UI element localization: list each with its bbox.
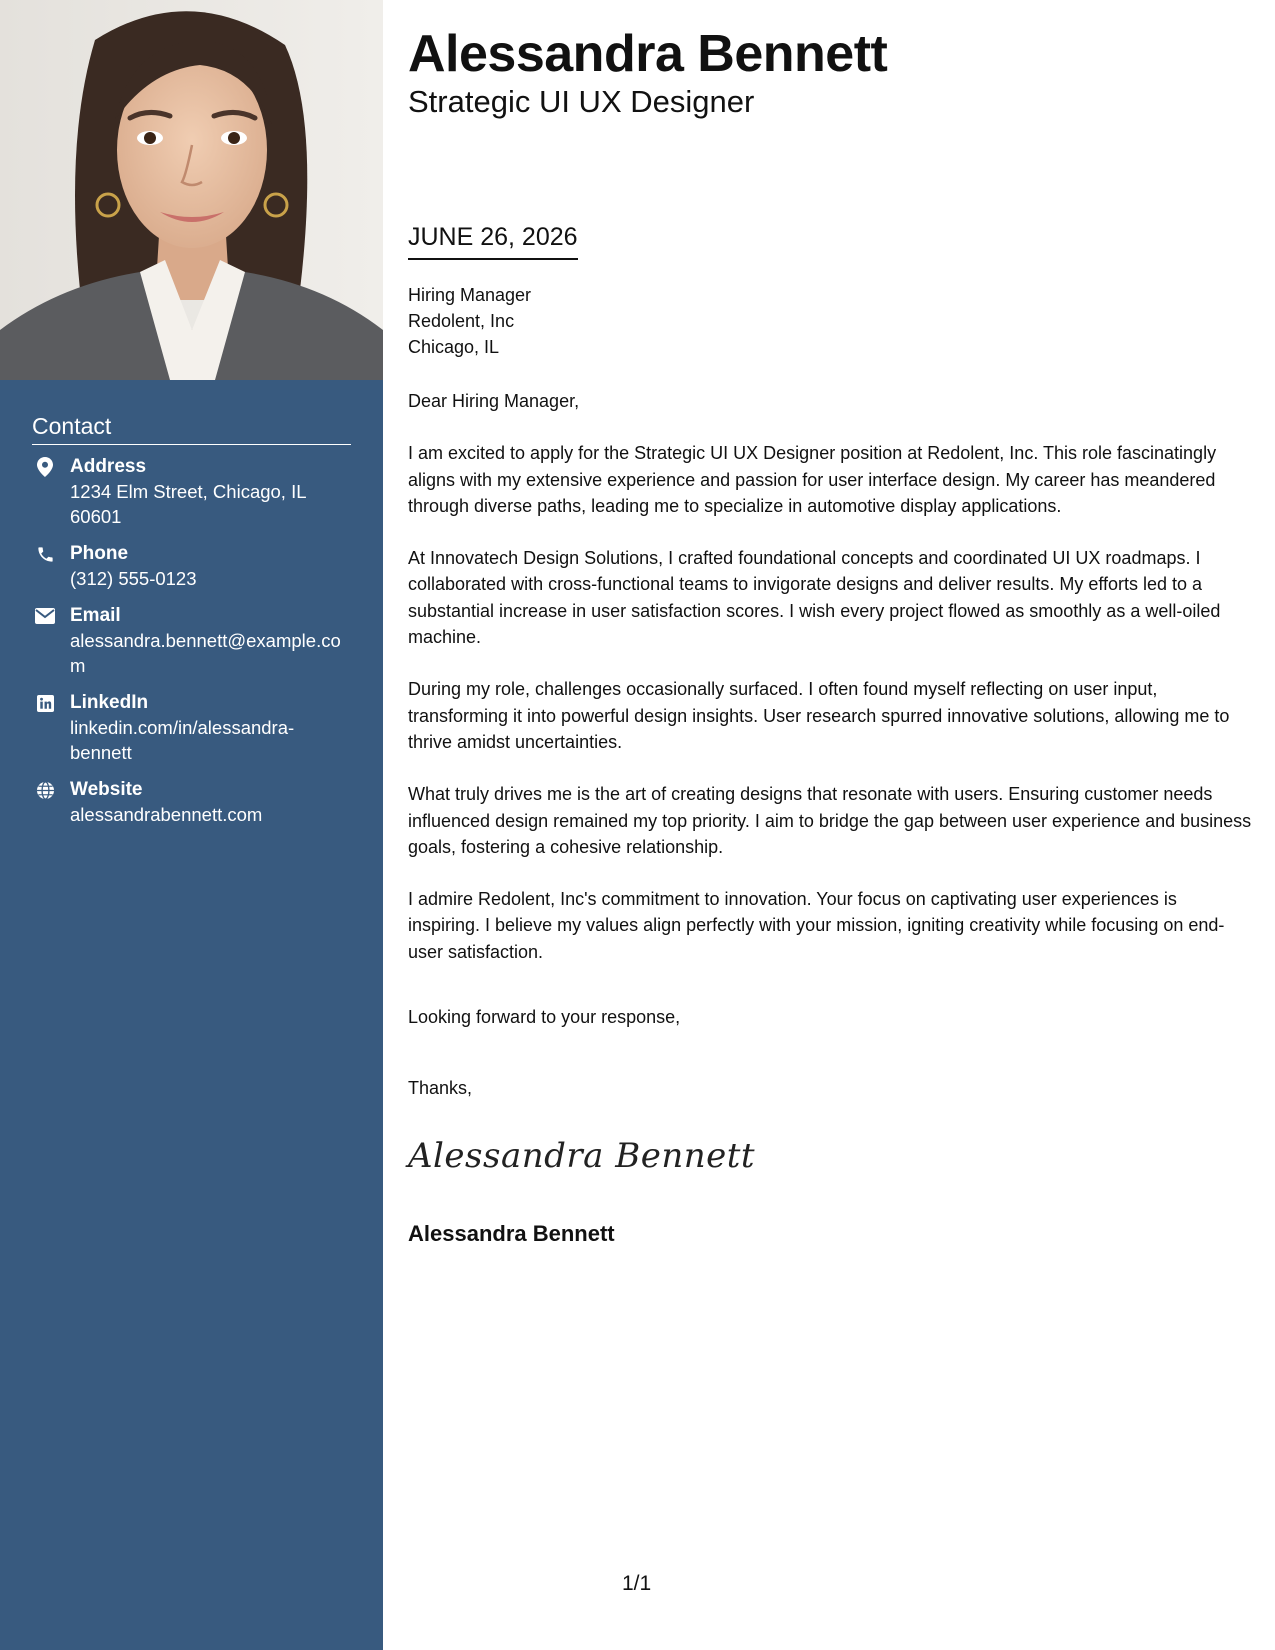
paragraph: What truly drives me is the art of creating designs that resonate with users. Ensuring customer needs influenced design remained my top priority. I aim to bridge the gap between user experience and business goals, fostering a cohesive relationship.	[408, 784, 1252, 857]
letter-date: JUNE 26, 2026	[408, 220, 578, 260]
contact-label: LinkedIn	[70, 692, 149, 713]
address-value: 1234 Elm Street, Chicago, IL 60601	[70, 481, 306, 527]
paragraph: At Innovatech Design Solutions, I crafted foundational concepts and coordinated UI UX roadmaps. I collaborated with cross-functional teams to invigorate designs and deliver results. My efforts led to a substantial increase in user satisfaction scores. I wish every project flowed as smoothly as a well-oiled machine.	[408, 548, 1221, 648]
linkedin-icon	[35, 693, 55, 713]
contact-phone	[32, 542, 351, 591]
envelope-icon	[35, 606, 55, 626]
page-number: 1/1	[622, 1572, 652, 1595]
closing-line: Looking forward to your response,	[408, 1007, 681, 1027]
applicant-name: Alessandra Bennett	[408, 25, 888, 83]
recipient-block	[408, 282, 531, 360]
contact-linkedin	[32, 691, 351, 765]
contact-email	[32, 604, 351, 678]
recipient-line: Hiring Manager	[408, 285, 532, 305]
contact-heading: Contact	[32, 410, 351, 445]
signed-name: Alessandra Bennett	[408, 1221, 615, 1246]
salutation: Dear Hiring Manager,	[408, 391, 580, 411]
recipient-line: Chicago, IL	[408, 337, 500, 357]
paragraph: I am excited to apply for the Strategic UI UX Designer position at Redolent, Inc. This role fascinatingly aligns with my extensive experience and passion for user interface design. My career has meandered through diverse paths, leading me to specialize in automotive display applications.	[408, 443, 1217, 516]
contact-address	[32, 455, 351, 529]
website-link[interactable]: alessandrabennett.com	[70, 804, 263, 825]
map-pin-icon	[35, 457, 55, 477]
contact-section	[32, 410, 351, 840]
letter-content	[408, 388, 1253, 991]
contact-label: Email	[70, 605, 121, 626]
sidebar	[0, 0, 383, 1650]
recipient-line: Redolent, Inc	[408, 311, 515, 331]
paragraph: During my role, challenges occasionally surfaced. I often found myself reflecting on user input, transforming it into powerful design insights. User research spurred innovative solutions, allowing me to thrive amidst uncertainties.	[408, 679, 1230, 752]
profile-photo	[0, 0, 383, 380]
thanks-line: Thanks,	[408, 1078, 473, 1098]
signature: Alessandra Bennett	[408, 1136, 756, 1176]
globe-icon	[35, 780, 55, 800]
contact-label: Address	[70, 456, 147, 477]
contact-website	[32, 778, 351, 827]
job-title: Strategic UI UX Designer	[408, 84, 755, 119]
contact-label: Website	[70, 779, 143, 800]
phone-icon	[35, 544, 55, 564]
phone-value: (312) 555-0123	[70, 568, 197, 589]
email-link[interactable]: alessandra.bennett@example.com	[70, 630, 341, 676]
contact-label: Phone	[70, 543, 129, 564]
linkedin-link[interactable]: linkedin.com/in/alessandra-bennett	[70, 717, 295, 763]
paragraph: I admire Redolent, Inc's commitment to innovation. Your focus on captivating user experiences is inspiring. I believe my values align perfectly with your mission, igniting creativity while focusing on end-user satisfaction.	[408, 889, 1225, 962]
